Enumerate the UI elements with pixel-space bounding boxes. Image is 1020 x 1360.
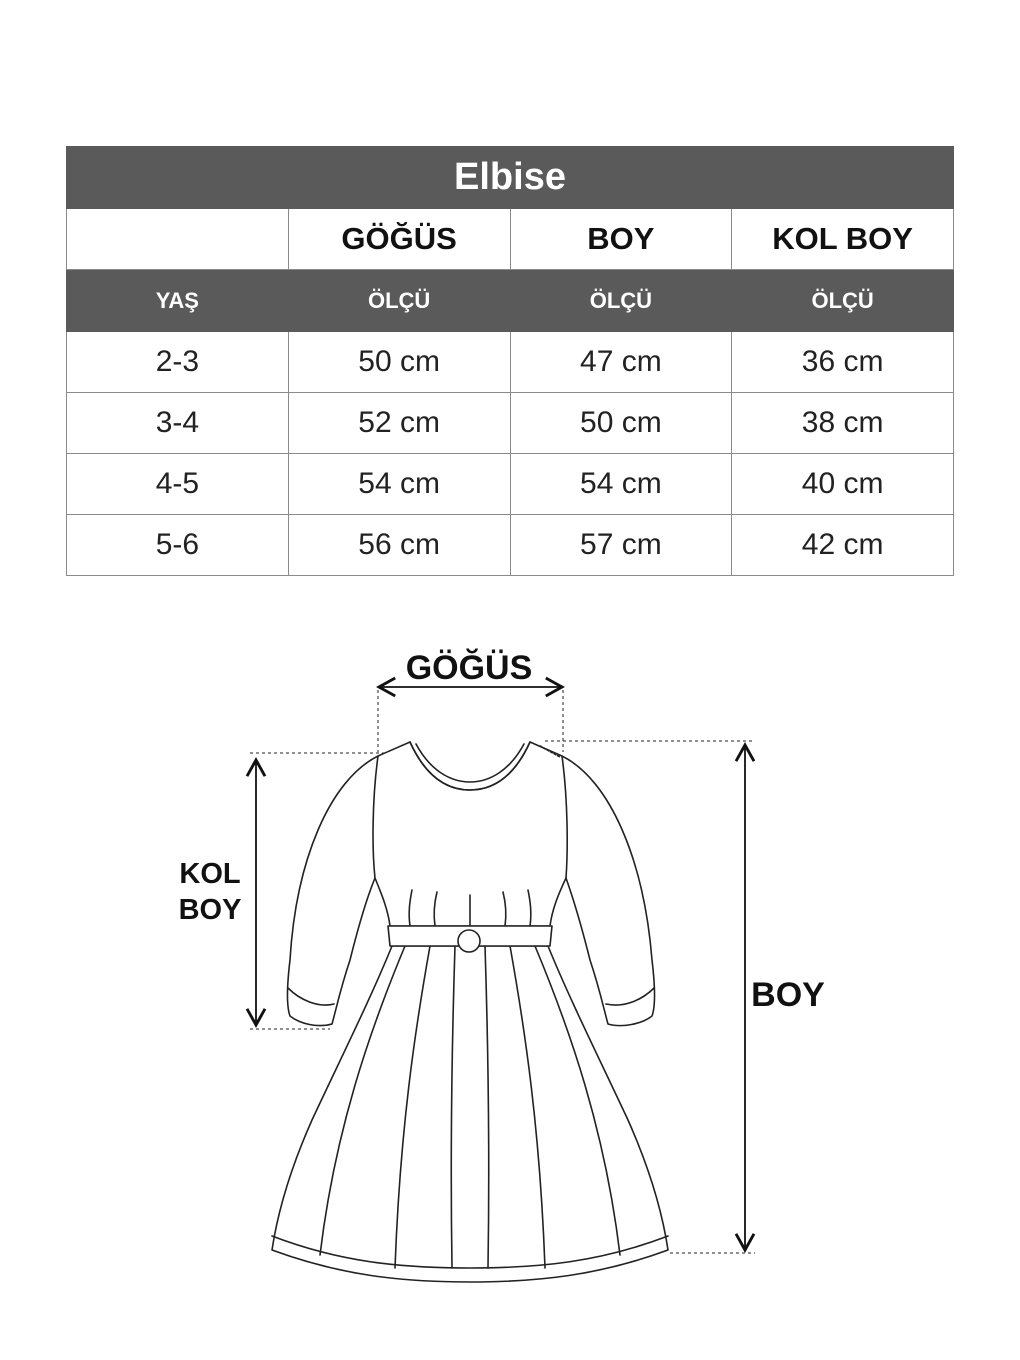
dress-measurement-diagram (0, 600, 1020, 1360)
cell-age: 5-6 (67, 515, 289, 576)
subheader-measure: ÖLÇÜ (288, 270, 510, 332)
subheader-measure: ÖLÇÜ (510, 270, 732, 332)
header-chest: GÖĞÜS (288, 209, 510, 270)
cell-chest: 54 cm (288, 454, 510, 515)
table-row (67, 454, 954, 515)
cell-age: 3-4 (67, 393, 289, 454)
cell-age: 2-3 (67, 332, 289, 393)
subheader-measure: ÖLÇÜ (732, 270, 954, 332)
sleeve-label-line2: BOY (178, 894, 242, 926)
length-label: BOY (751, 976, 825, 1014)
table-row (67, 332, 954, 393)
cell-chest: 50 cm (288, 332, 510, 393)
cell-chest: 52 cm (288, 393, 510, 454)
header-length: BOY (510, 209, 732, 270)
header-sleeve-length: KOL BOY (732, 209, 954, 270)
table-row (67, 515, 954, 576)
cell-length: 57 cm (510, 515, 732, 576)
header-empty (67, 209, 289, 270)
table-title-row (67, 147, 954, 209)
table-header-row (67, 209, 954, 270)
cell-chest: 56 cm (288, 515, 510, 576)
dress-icon (272, 742, 668, 1282)
cell-sleeve: 36 cm (732, 332, 954, 393)
table-subheader-row (67, 270, 954, 332)
cell-age: 4-5 (67, 454, 289, 515)
table-title: Elbise (67, 147, 954, 209)
table-row (67, 393, 954, 454)
cell-length: 47 cm (510, 332, 732, 393)
chest-label: GÖĞÜS (405, 649, 533, 687)
sleeve-label-line1: KOL (179, 858, 241, 890)
cell-length: 54 cm (510, 454, 732, 515)
cell-sleeve: 42 cm (732, 515, 954, 576)
size-chart-table (66, 146, 954, 576)
cell-sleeve: 38 cm (732, 393, 954, 454)
cell-length: 50 cm (510, 393, 732, 454)
cell-sleeve: 40 cm (732, 454, 954, 515)
subheader-age: YAŞ (67, 270, 289, 332)
